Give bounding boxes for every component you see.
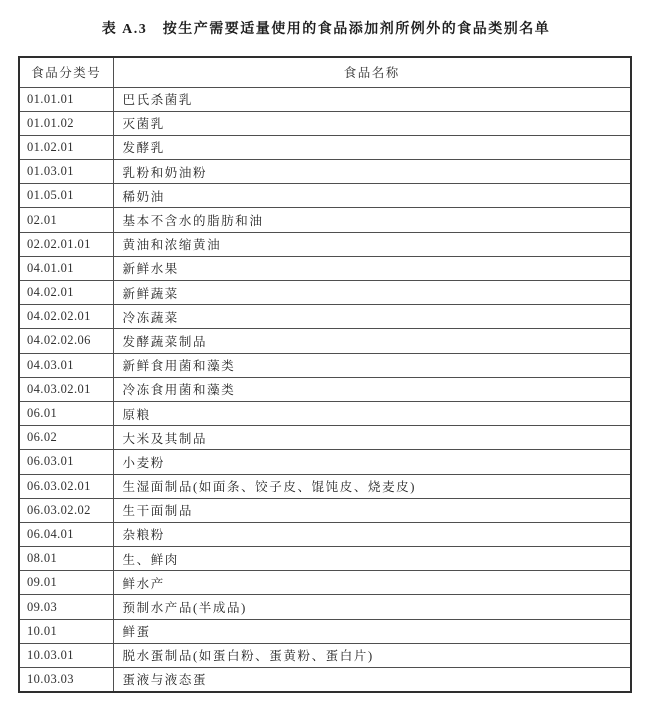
food-name-cell: 乳粉和奶油粉 [113,160,631,184]
table-row [19,135,631,159]
column-header-food-name: 食品名称 [113,57,631,87]
table-row [19,256,631,280]
table-row [19,160,631,184]
table-row [19,619,631,643]
category-code-cell: 04.02.02.06 [19,329,113,353]
category-code-cell: 01.03.01 [19,160,113,184]
table-row [19,377,631,401]
food-name-cell: 新鲜食用菌和藻类 [113,353,631,377]
table-row [19,401,631,425]
table-row [19,232,631,256]
category-code-cell: 06.03.01 [19,450,113,474]
category-code-cell: 10.03.03 [19,668,113,692]
table-row [19,305,631,329]
table-row [19,184,631,208]
category-code-cell: 01.01.01 [19,87,113,111]
category-code-cell: 06.03.02.01 [19,474,113,498]
table-row [19,87,631,111]
table-row [19,547,631,571]
table-row [19,474,631,498]
food-name-cell: 杂粮粉 [113,522,631,546]
table-row [19,522,631,546]
category-code-cell: 10.03.01 [19,643,113,667]
food-name-cell: 原粮 [113,401,631,425]
table-row [19,111,631,135]
food-name-cell: 大米及其制品 [113,426,631,450]
food-name-cell: 灭菌乳 [113,111,631,135]
category-code-cell: 04.03.01 [19,353,113,377]
table-row [19,281,631,305]
table-row [19,643,631,667]
food-name-cell: 小麦粉 [113,450,631,474]
category-code-cell: 01.01.02 [19,111,113,135]
food-name-cell: 巴氏杀菌乳 [113,87,631,111]
food-name-cell: 鲜水产 [113,571,631,595]
table-caption: 表 A.3 按生产需要适量使用的食品添加剂所例外的食品类别名单 [101,22,551,37]
header-row [19,57,631,87]
category-code-cell: 06.02 [19,426,113,450]
category-code-cell: 08.01 [19,547,113,571]
food-name-cell: 生、鲜肉 [113,547,631,571]
food-name-cell: 预制水产品(半成品) [113,595,631,619]
table-body [19,87,631,692]
food-category-table [18,56,632,693]
food-name-cell: 蛋液与液态蛋 [113,668,631,692]
table-row [19,498,631,522]
category-code-cell: 01.02.01 [19,135,113,159]
table-row [19,668,631,692]
table-row [19,571,631,595]
table-row [19,426,631,450]
table-header [19,57,631,87]
food-category-table-container [18,56,632,693]
food-name-cell: 发酵蔬菜制品 [113,329,631,353]
food-name-cell: 生湿面制品(如面条、饺子皮、馄饨皮、烧麦皮) [113,474,631,498]
table-row [19,208,631,232]
food-name-cell: 新鲜水果 [113,256,631,280]
table-row [19,595,631,619]
food-name-cell: 发酵乳 [113,135,631,159]
table-row [19,353,631,377]
food-name-cell: 黄油和浓缩黄油 [113,232,631,256]
food-name-cell: 冷冻蔬菜 [113,305,631,329]
category-code-cell: 01.05.01 [19,184,113,208]
category-code-cell: 02.01 [19,208,113,232]
food-name-cell: 基本不含水的脂肪和油 [113,208,631,232]
food-name-cell: 稀奶油 [113,184,631,208]
food-name-cell: 生干面制品 [113,498,631,522]
food-name-cell: 冷冻食用菌和藻类 [113,377,631,401]
table-row [19,450,631,474]
category-code-cell: 06.01 [19,401,113,425]
category-code-cell: 09.01 [19,571,113,595]
category-code-cell: 04.01.01 [19,256,113,280]
category-code-cell: 09.03 [19,595,113,619]
category-code-cell: 10.01 [19,619,113,643]
category-code-cell: 04.02.01 [19,281,113,305]
food-name-cell: 新鲜蔬菜 [113,281,631,305]
column-header-category-code: 食品分类号 [19,57,113,87]
category-code-cell: 04.03.02.01 [19,377,113,401]
category-code-cell: 02.02.01.01 [19,232,113,256]
category-code-cell: 06.03.02.02 [19,498,113,522]
food-name-cell: 脱水蛋制品(如蛋白粉、蛋黄粉、蛋白片) [113,643,631,667]
food-name-cell: 鲜蛋 [113,619,631,643]
table-row [19,329,631,353]
category-code-cell: 06.04.01 [19,522,113,546]
category-code-cell: 04.02.02.01 [19,305,113,329]
